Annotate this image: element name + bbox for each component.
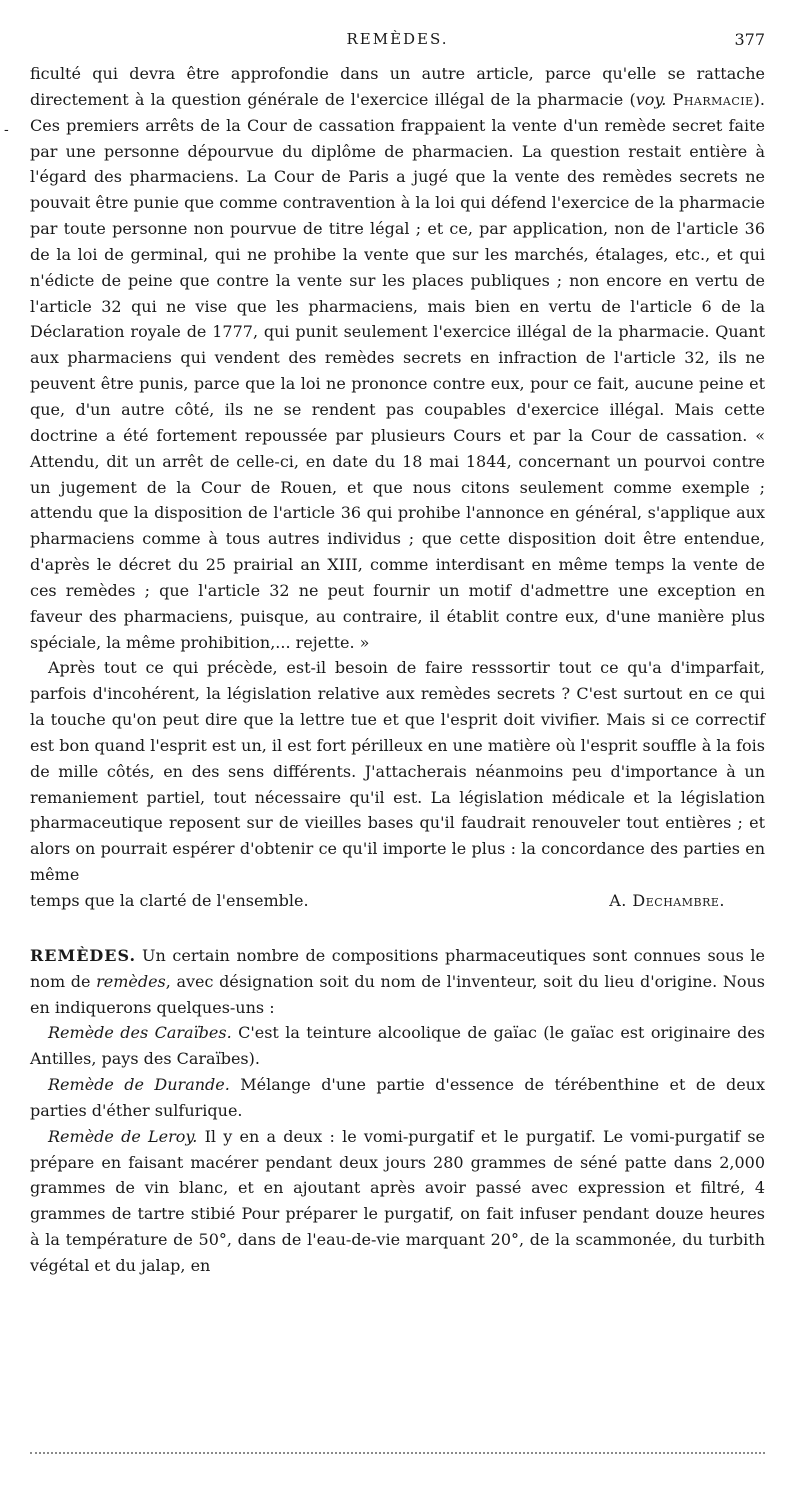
section-gap — [30, 914, 765, 943]
author-signature: A. Dechambre. — [609, 891, 725, 910]
entry-text-b: , avec désignation soit du nom de l'inventeur, soit du lieu d'origine. Nous en indiquerons quelques-uns : — [30, 971, 765, 1017]
entry-title: REMÈDES. — [30, 945, 137, 965]
leroy-text: Il y en a deux : le vomi-purgatif et le purgatif. Le vomi-purgatif se prépare en faisant macérer pendant deux jours 280 grammes de séné patte dans 2,000 grammes de vin blanc, et en ajoutant après avoir passé avec expression et filtré, 4 grammes de tartre stibié Pour préparer le purgatif, on fait infuser pendant douze heures à la température de 50°, dans de l'eau-de-vie marquant 20°, de la scammonée, du turbith végétal et du jalap, en — [30, 1126, 766, 1275]
entry-text-a: Un certain nombre de compositions pharmaceutiques sont connues sous le nom de — [30, 945, 765, 991]
leroy-title: Remède de Leroy. — [48, 1126, 198, 1146]
entry-term: remèdes — [96, 971, 166, 991]
entry-remedes — [30, 943, 765, 1021]
body-text — [30, 61, 765, 1279]
entry-durande — [30, 1072, 765, 1124]
signature-line — [30, 888, 765, 914]
paragraph-conclusion — [30, 655, 765, 888]
conclusion-text: Après tout ce qui précède, est-il besoin de faire resssortir tout ce qu'a d'imparfait, parfois d'incohérent, la législation relative aux remèdes secrets ? C'est surtout en ce qui la touche qu'on peut dire que la lettre tue et que l'esprit doit vivifier. Mais si ce correctif est bon quand l'esprit est un, il est fort périlleux en une matière où l'esprit souffle à la fois de mille côtés, en des sens différents. J'attacherais néanmoins peu d'importance à un remaniement partiel, tout nécessaire qu'il est. La législation médicale et la législation pharmaceutique reposent sur de vieilles bases qu'il faudrait renouveler tout entières ; et alors on pourrait espérer d'obtenir ce qu'il importe le plus : la concordance des parties en même — [30, 658, 765, 885]
paragraph-legal-discussion — [30, 61, 765, 655]
reference-voy: voy. — [635, 89, 667, 109]
paragraph-rest: ). Ces premiers arrêts de la Cour de cassation frappaient la vente d'un remède secret faite par une personne dépourvue du diplôme de pharmacien. La question restait entière à l'égard des pharmaciens. La Cour de Paris a jugé que la vente des remèdes secrets ne pouvait être punie que comme contravention à la loi qui défend l'exercice de la pharmacie par toute personne non pourvue de titre légal ; et ce, par application, non de l'article 36 de la loi de germinal, qui ne prohibe la vente que sur les marchés, étalages, etc., et qui n'édicte de peine que contre la vente sur les places publiques ; non encore en vertu de l'article 32 qui ne vise que les pharmaciens, mais bien en vertu de l'article 6 de la Déclaration royale de 1777, qui punit seulement l'exercice illégal de la pharmacie. Quant aux pharmaciens qui vendent des remèdes secrets en infraction de l'article 32, ils ne peuvent être punis, parce que la loi ne prononce contre eux, pour ce fait, aucune peine et que, d'un autre côté, ils ne se rendent pas coupables d'exercice illégal. Mais cette doctrine a été fortement repoussée par plusieurs Cours et par la Cour de cassation. « Attendu, dit un arrêt de celle-ci, en date du 18 mai 1844, concernant un pourvoi contre un jugement de la Cour de Rouen, et que nous citons seulement comme exemple ; attendu que la disposition de l'article 36 qui prohibe l'annonce en général, s'applique aux pharmaciens comme à tous autres individus ; que cette disposition doit être entendue, d'après le décret du 25 prairial an XIII, comme interdisant en même temps la vente de ces remèdes ; que l'article 32 ne peut fournir un motif d'admettre une exception en faveur des pharmaciens, puisque, au contraire, il établit contre eux, d'une manière plus spéciale, la même prohibition,... rejette. » — [30, 89, 765, 652]
running-title: REMÈDES. — [346, 30, 449, 48]
caraibes-title: Remède des Caraïbes. — [48, 1023, 232, 1043]
durande-text: Mélange d'une partie d'essence de térébenthine et de deux parties d'éther sulfurique. — [30, 1075, 765, 1120]
paragraph-lead: ficulté qui devra être approfondie dans un autre article, parce qu'elle se rattache directement à la question générale de l'exercice illégal de la pharmacie ( — [30, 64, 765, 109]
footer-dotted-rule — [30, 1452, 765, 1454]
durande-title: Remède de Durande. — [48, 1075, 230, 1095]
entry-caraibes — [30, 1020, 765, 1072]
margin-mark: - — [4, 122, 9, 138]
page-header — [30, 30, 765, 56]
page-number: 377 — [734, 30, 765, 49]
conclusion-last-line: temps que la clarté de l'ensemble. — [30, 891, 309, 910]
reference-term: Pharmacie — [672, 89, 754, 109]
caraibes-text: C'est la teinture alcoolique de gaïac (le gaïac est originaire des Antilles, pays des Caraïbes). — [30, 1023, 765, 1069]
entry-leroy — [30, 1124, 765, 1279]
